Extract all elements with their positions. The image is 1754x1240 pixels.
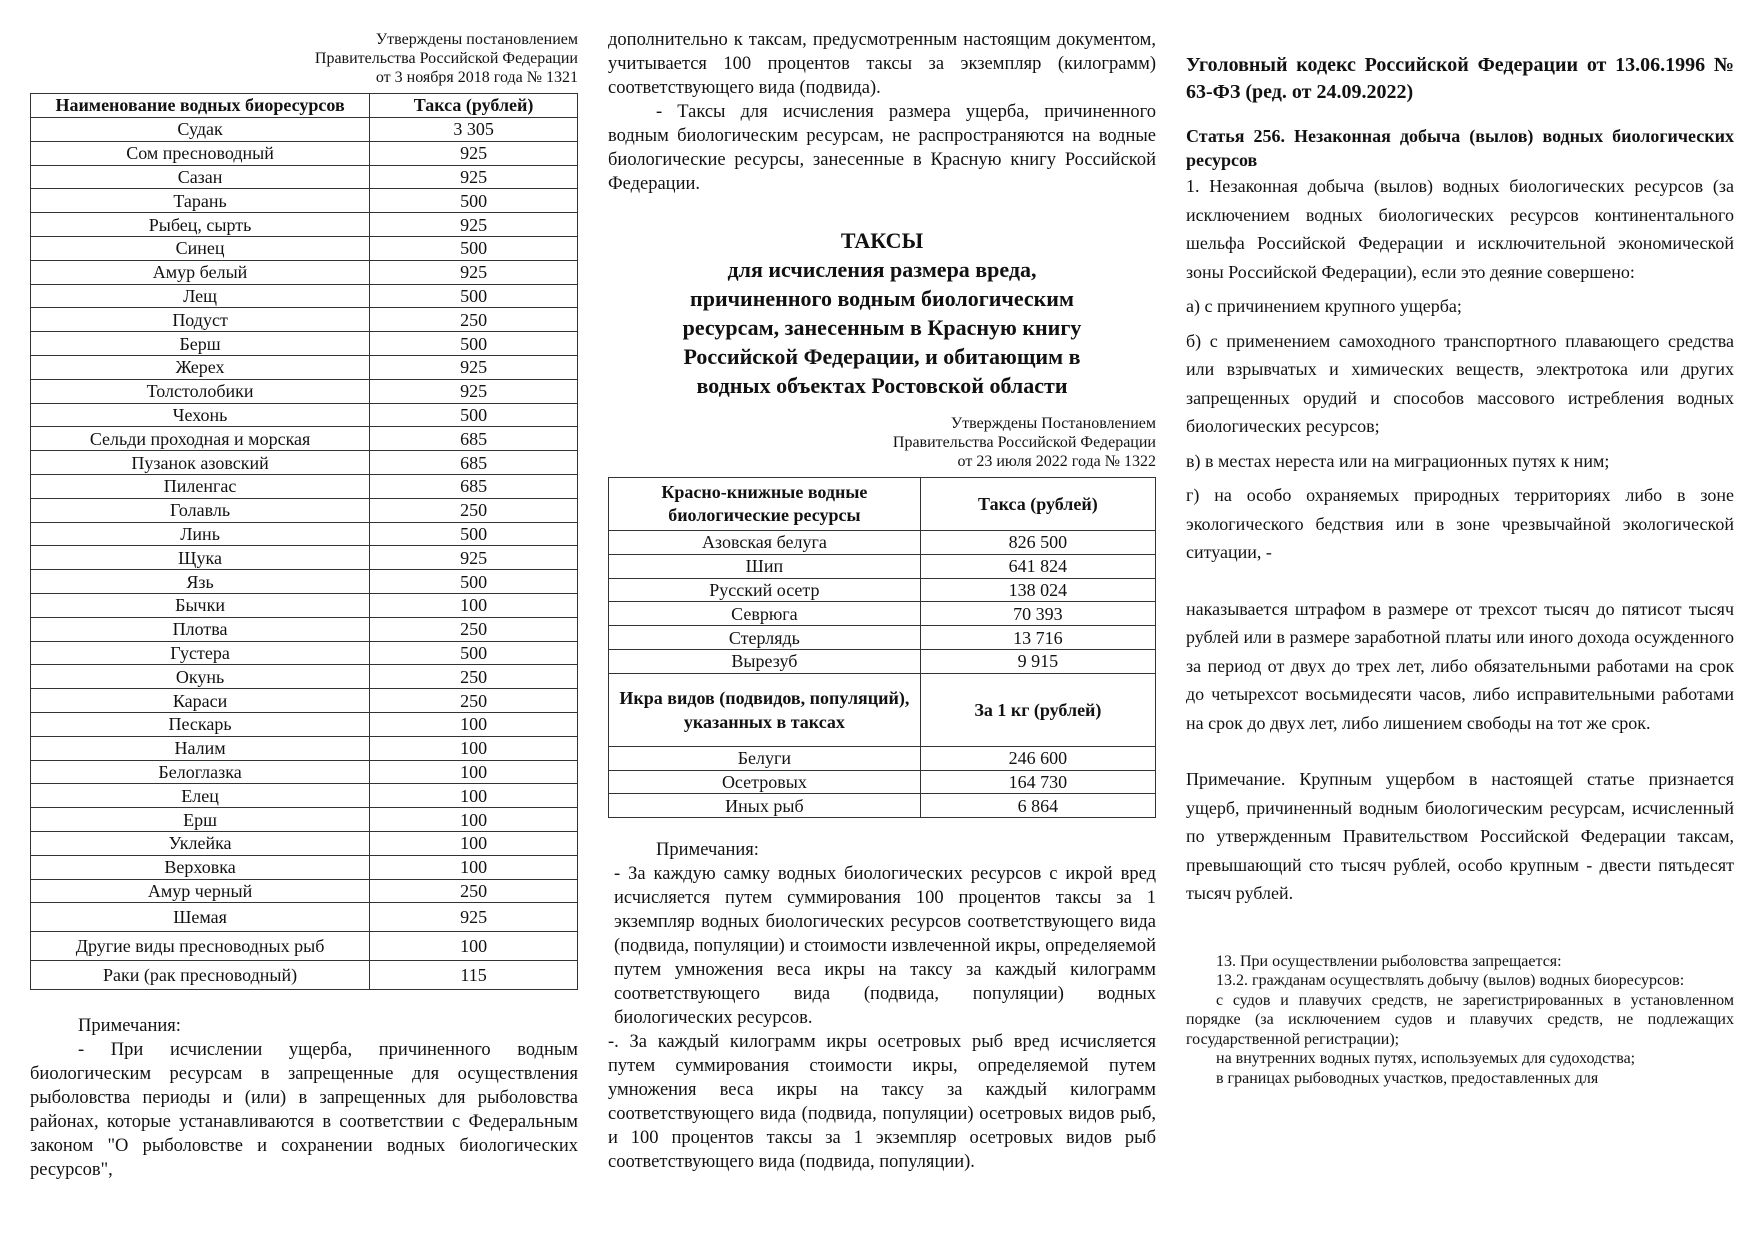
notes-block-2 [608,838,1156,1174]
species-cell: Щука [31,546,370,570]
rule-line: 13. При осуществлении рыболовства запрещается: [1216,952,1562,970]
title-line: водных объектах Ростовской области [696,373,1068,398]
title-line: для исчисления размера вреда, [727,257,1037,282]
red-book-tariff-body [609,531,1156,818]
red-book-title [608,226,1156,400]
species-cell: Толстолобики [31,379,370,403]
caviar-cell: Белуги [609,746,921,770]
species-cell: Уклейка [31,831,370,855]
table-row [609,649,1156,673]
table-row [31,403,578,427]
red-book-tariff-table [608,477,1156,818]
species-cell: Пузанок азовский [31,451,370,475]
species-cell: Тарань [31,189,370,213]
species-cell: Голавль [31,498,370,522]
tariff-cell: 246 600 [920,746,1155,770]
tariff-cell: 100 [370,760,578,784]
column-middle [608,0,1156,1174]
table-row [31,260,578,284]
species-cell: Русский осетр [609,578,921,602]
tariff-cell: 250 [370,665,578,689]
table-row [609,746,1156,770]
species-cell: Бычки [31,593,370,617]
table-row [31,665,578,689]
rule-line: в границах рыбоводных участков, предоставленных для [1216,1069,1599,1087]
table-row [31,712,578,736]
table-row [31,855,578,879]
note-text: - При исчислении ущерба, причиненного водным биологическим ресурсам в запрещенные для осуществления рыболовства периоды и (или) в запрещенных для рыболовства районах, которые устанавливаются в соответствии с Федеральным законом "О рыболовстве и сохранении водных биологических ресурсов", [30,1040,578,1181]
tariff-cell: 925 [370,141,578,165]
species-cell: Синец [31,236,370,260]
header-tariff: Такса (рублей) [920,478,1155,531]
tariff-cell: 250 [370,689,578,713]
criminal-code-title: Уголовный кодекс Российской Федерации от 13.06.1996 № 63-ФЗ (ред. от 24.09.2022) [1186,54,1734,103]
table-row [609,554,1156,578]
subheader-name: Икра видов (подвидов, популяций), указанных в таксах [609,673,921,746]
tariff-cell: 6 864 [920,794,1155,818]
table-row [31,736,578,760]
tariff-cell: 250 [370,879,578,903]
tariff-cell: 500 [370,284,578,308]
tariff-cell: 250 [370,498,578,522]
tariff-cell: 925 [370,165,578,189]
tariff-cell: 925 [370,213,578,237]
table-row [609,531,1156,555]
species-cell: Ерш [31,808,370,832]
species-cell: Сазан [31,165,370,189]
notes-heading: Примечания: [656,840,759,861]
species-cell: Караси [31,689,370,713]
table-row [31,522,578,546]
notes-heading: Примечания: [78,1016,181,1037]
tariff-cell: 13 716 [920,626,1155,650]
table-row [31,213,578,237]
article-item-g: г) на особо охраняемых природных территориях либо в зоне экологического бедствия или в зоне чрезвычайной экологической ситуации, - [1186,485,1734,562]
species-cell: Окунь [31,665,370,689]
table-row [31,903,578,932]
table-row [31,641,578,665]
tariff-cell: 164 730 [920,770,1155,794]
species-cell: Налим [31,736,370,760]
table-row [31,498,578,522]
table-row [31,961,578,990]
species-cell: Жерех [31,355,370,379]
table-row [609,770,1156,794]
species-cell: Лещ [31,284,370,308]
species-cell: Рыбец, сырть [31,213,370,237]
table-row [31,236,578,260]
species-cell: Язь [31,570,370,594]
tariff-cell: 500 [370,236,578,260]
note-text: -. За каждый килограмм икры осетровых рыб вред исчисляется путем суммирования стоимости икры, определяемой путем умножения веса икры на таксу за каждый килограмм соответствующего вида (подвида, популяции) осетровых видов рыб, и 100 процентов таксы за 1 экземпляр осетровых видов рыб соответствующего вида (подвида, популяции). [608,1032,1156,1173]
spacer [1186,737,1734,765]
approval-note-1322 [608,414,1156,471]
species-cell: Линь [31,522,370,546]
table-row [31,355,578,379]
species-cell: Чехонь [31,403,370,427]
tariff-cell: 925 [370,355,578,379]
species-cell: Сом пресноводный [31,141,370,165]
tariff-cell: 500 [370,641,578,665]
table-row [31,570,578,594]
approval-line: Правительства Российской Федерации [892,434,1156,451]
table-row [31,427,578,451]
table-row [609,794,1156,818]
species-cell: Другие виды пресноводных рыб [31,932,370,961]
tariff-cell: 100 [370,855,578,879]
fishing-rules-excerpt [1186,952,1734,1089]
notes-continued [608,28,1156,196]
species-cell: Шип [609,554,921,578]
species-cell: Белоглазка [31,760,370,784]
tariff-cell: 100 [370,831,578,855]
tariff-cell: 9 915 [920,649,1155,673]
table-row [31,189,578,213]
table-row [31,165,578,189]
table-row [609,626,1156,650]
tariff-cell: 3 305 [370,118,578,142]
species-cell: Плотва [31,617,370,641]
article-item-a: а) с причинением крупного ущерба; [1186,296,1462,316]
tariff-cell: 685 [370,427,578,451]
spacer [1186,567,1734,595]
caviar-cell: Осетровых [609,770,921,794]
note-text: дополнительно к таксам, предусмотренным настоящим документом, учитывается 100 процентов таксы за экземпляр (килограмм) соответствующего вида (подвида). [608,30,1156,98]
species-cell: Севрюга [609,602,921,626]
species-cell: Сельди проходная и морская [31,427,370,451]
column-left [30,0,578,1182]
tariff-cell: 685 [370,451,578,475]
table-row [31,879,578,903]
species-cell: Подуст [31,308,370,332]
article-paragraph: 1. Незаконная добыча (вылов) водных биологических ресурсов (за исключением водных биологических ресурсов континентального шельфа Российской Федерации и исключительной экономической зоны Российской Федерации), если это деяние совершено: [1186,176,1734,282]
species-cell: Раки (рак пресноводный) [31,961,370,990]
species-cell: Верховка [31,855,370,879]
tariff-cell: 138 024 [920,578,1155,602]
title-line: ТАКСЫ [840,228,924,253]
caviar-cell: Иных рыб [609,794,921,818]
table-row [31,379,578,403]
article-item-b: б) с применением самоходного транспортного плавающего средства или взрывчатых и химических веществ, электротока или других запрещенных орудий и способов массового истребления водных биологических ресурсов; [1186,330,1734,436]
table-row [31,546,578,570]
fish-tariff-table [30,93,578,990]
species-cell: Густера [31,641,370,665]
tariff-cell: 250 [370,617,578,641]
tariff-cell: 500 [370,522,578,546]
approval-line: от 23 июля 2022 года № 1322 [957,453,1156,470]
article-text [1186,172,1734,908]
header-name: Красно-книжные водные биологические ресурсы [609,478,921,531]
notes-block-1 [30,1014,578,1182]
table-row [31,308,578,332]
title-line: ресурсам, занесенным в Красную книгу [682,315,1082,340]
table-row [31,474,578,498]
table-row [31,617,578,641]
subheader-tariff: За 1 кг (рублей) [920,673,1155,746]
tariff-cell: 100 [370,593,578,617]
table-row [31,932,578,961]
table-row [31,451,578,475]
note-text: - Таксы для исчисления размера ущерба, причиненного водным биологическим ресурсам, не распространяются на водные биологические ресурсы, занесенные в Красную книгу Российской Федерации. [608,102,1156,194]
species-cell: Амур черный [31,879,370,903]
tariff-cell: 641 824 [920,554,1155,578]
header-name: Наименование водных биоресурсов [31,94,370,118]
rule-line: с судов и плавучих средств, не зарегистрированных в установленном порядке (за исключением судов и плавучих средств, не подлежащих государственной регистрации); [1186,991,1734,1048]
table-row [31,141,578,165]
approval-line: Утверждены Постановлением [950,415,1156,432]
table-row [31,689,578,713]
species-cell: Амур белый [31,260,370,284]
title-line: причиненного водным биологическим [690,286,1074,311]
tariff-cell: 100 [370,736,578,760]
tariff-cell: 685 [370,474,578,498]
table-row [31,593,578,617]
tariff-cell: 115 [370,961,578,990]
article-item-v: в) в местах нереста или на миграционных путях к ним; [1186,450,1610,471]
tariff-cell: 250 [370,308,578,332]
species-cell: Шемая [31,903,370,932]
tariff-cell: 826 500 [920,531,1155,555]
rule-line: 13.2. гражданам осуществлять добычу (вылов) водных биоресурсов: [1216,972,1685,989]
note-text: - За каждую самку водных биологических ресурсов с икрой вред исчисляется путем суммирования 100 процентов таксы за 1 экземпляр водных биологических ресурсов соответствующего вида (подвида, популяции) и стоимости извлеченной икры, определяемой путем умножения веса икры на таксу за каждый килограмм соответствующего вида (подвида, популяции) водных биологических ресурсов. [614,864,1156,1029]
article-remark: Примечание. Крупным ущербом в настоящей статье признается ущерб, причиненный водным биологическим ресурсам, исчисленный по утвержденным Правительством Российской Федерации таксам, превышающий сто тысяч рублей, особо крупным - двести пятьдесят тысяч рублей. [1186,769,1734,903]
species-cell: Стерлядь [609,626,921,650]
tariff-cell: 70 393 [920,602,1155,626]
tariff-cell: 500 [370,403,578,427]
article-256-title: Статья 256. Незаконная добыча (вылов) водных биологических ресурсов [1186,126,1734,170]
header-tariff: Такса (рублей) [370,94,578,118]
tariff-cell: 500 [370,189,578,213]
approval-line: от 3 ноября 2018 года № 1321 [375,69,578,86]
caviar-subheader-row [609,673,1156,746]
tariff-cell: 925 [370,260,578,284]
species-cell: Пиленгас [31,474,370,498]
table-row [31,784,578,808]
tariff-cell: 925 [370,379,578,403]
tariff-cell: 925 [370,546,578,570]
table-row [31,332,578,356]
title-line: Российской Федерации, и обитающим в [683,344,1081,369]
table-row [31,831,578,855]
tariff-cell: 100 [370,712,578,736]
tariff-cell: 925 [370,903,578,932]
tariff-cell: 500 [370,332,578,356]
tariff-cell: 100 [370,808,578,832]
tariff-cell: 500 [370,570,578,594]
table-row [609,602,1156,626]
column-right [1186,0,1734,1088]
tariff-cell: 100 [370,784,578,808]
species-cell: Пескарь [31,712,370,736]
table-row [31,760,578,784]
rule-line: на внутренних водных путях, используемых для судоходства; [1216,1050,1636,1067]
table-row [31,808,578,832]
tariff-cell: 100 [370,932,578,961]
table-row [609,578,1156,602]
approval-line: Правительства Российской Федерации [314,50,578,67]
table-row [31,118,578,142]
fish-tariff-body [31,118,578,990]
species-cell: Судак [31,118,370,142]
approval-line: Утверждены постановлением [375,31,578,48]
species-cell: Азовская белуга [609,531,921,555]
article-penalty: наказывается штрафом в размере от трехсот тысяч до пятисот тысяч рублей или в размере заработной платы или иного дохода осужденного за период от двух до трех лет, либо обязательными работами на срок до четырехсот восьмидесяти часов, либо исправительными работами на срок до двух лет, либо лишением свободы на тот же срок. [1186,598,1734,733]
table-row [31,284,578,308]
species-cell: Елец [31,784,370,808]
approval-note-1321 [30,30,578,87]
species-cell: Берш [31,332,370,356]
species-cell: Вырезуб [609,649,921,673]
